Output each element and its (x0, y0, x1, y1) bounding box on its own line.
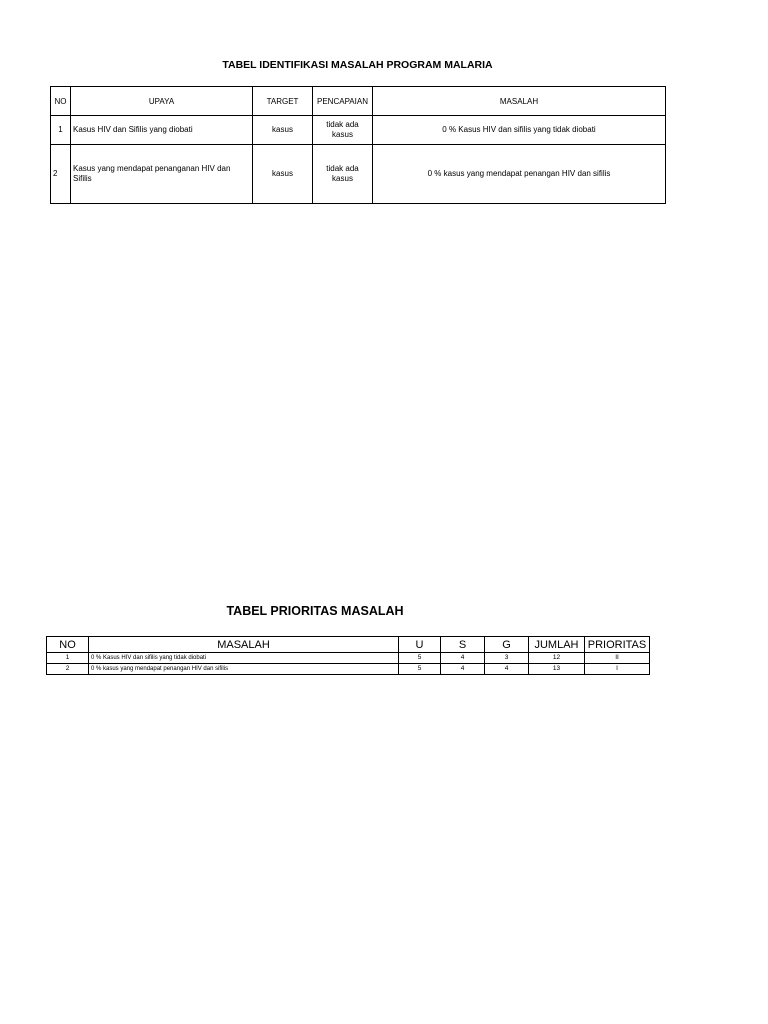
cell-upaya: Kasus yang mendapat penanganan HIV dan Sifilis (71, 145, 253, 204)
header-no: NO (51, 87, 71, 116)
header-s: S (441, 637, 485, 653)
cell-s: 4 (441, 653, 485, 664)
cell-upaya: Kasus HIV dan Sifilis yang diobati (71, 116, 253, 145)
cell-masalah: 0 % kasus yang mendapat penangan HIV dan sifilis (373, 145, 666, 204)
cell-no: 1 (47, 653, 89, 664)
table-row (51, 145, 666, 204)
cell-masalah: 0 % Kasus HIV dan sifilis yang tidak diobati (89, 653, 399, 664)
problem-identification-table (50, 86, 666, 204)
cell-u: 5 (399, 664, 441, 675)
table-row (51, 116, 666, 145)
cell-pencapaian: tidak ada kasus (313, 116, 373, 145)
table-header-row (47, 637, 650, 653)
cell-jumlah: 13 (529, 664, 585, 675)
table-row (47, 653, 650, 664)
cell-jumlah: 12 (529, 653, 585, 664)
cell-no: 2 (47, 664, 89, 675)
header-u: U (399, 637, 441, 653)
header-no: NO (47, 637, 89, 653)
table1-title: TABEL IDENTIFIKASI MASALAH PROGRAM MALARIA (222, 59, 493, 71)
header-pencapaian: PENCAPAIAN (313, 87, 373, 116)
cell-prioritas: I (585, 664, 650, 675)
cell-target: kasus (253, 116, 313, 145)
cell-s: 4 (441, 664, 485, 675)
cell-g: 3 (485, 653, 529, 664)
header-jumlah: JUMLAH (529, 637, 585, 653)
header-upaya: UPAYA (71, 87, 253, 116)
cell-pencapaian: tidak ada kasus (313, 145, 373, 204)
cell-g: 4 (485, 664, 529, 675)
header-masalah: MASALAH (89, 637, 399, 653)
header-g: G (485, 637, 529, 653)
cell-prioritas: II (585, 653, 650, 664)
cell-target: kasus (253, 145, 313, 204)
cell-no: 1 (51, 116, 71, 145)
cell-u: 5 (399, 653, 441, 664)
cell-masalah: 0 % Kasus HIV dan sifilis yang tidak diobati (373, 116, 666, 145)
table-row (47, 664, 650, 675)
header-masalah: MASALAH (373, 87, 666, 116)
cell-no: 2 (51, 145, 71, 204)
cell-masalah: 0 % kasus yang mendapat penangan HIV dan sifilis (89, 664, 399, 675)
problem-priority-table (46, 636, 650, 675)
table-header-row (51, 87, 666, 116)
table2-title: TABEL PRIORITAS MASALAH (226, 604, 404, 618)
header-target: TARGET (253, 87, 313, 116)
header-prioritas: PRIORITAS (585, 637, 650, 653)
